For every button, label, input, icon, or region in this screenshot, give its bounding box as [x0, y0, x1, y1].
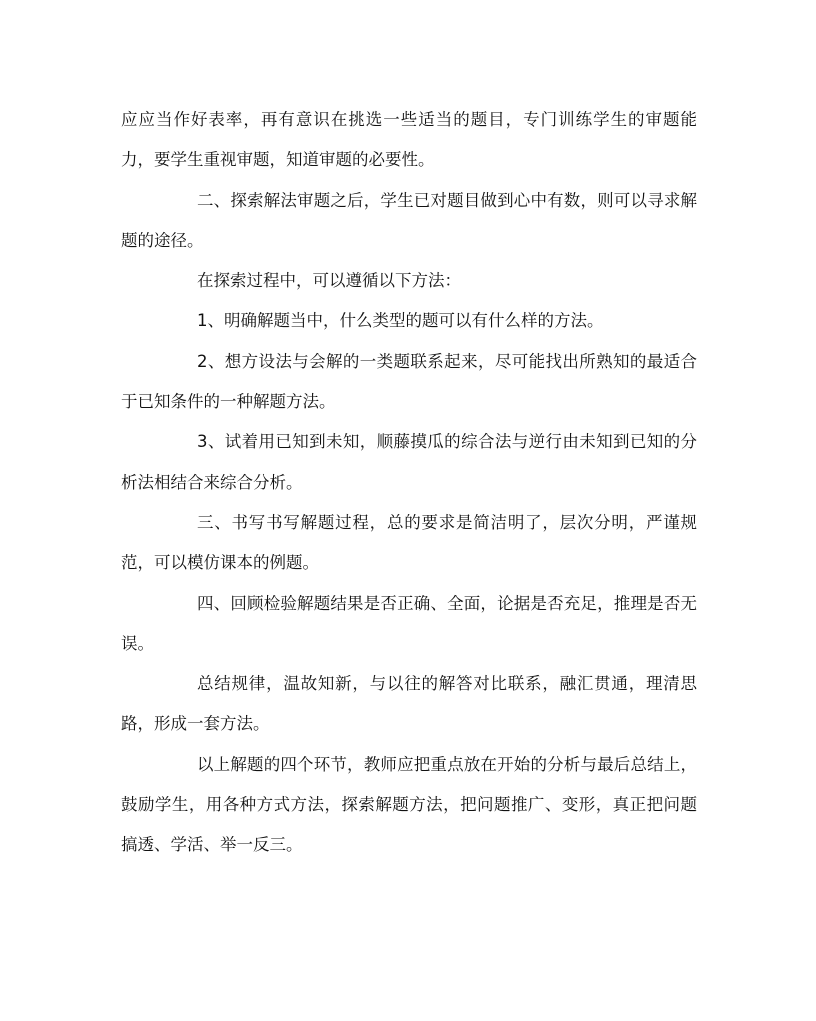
paragraph-4: 1、明确解题当中，什么类型的题可以有什么样的方法。 — [197, 311, 604, 331]
document-body — [121, 100, 697, 866]
paragraph-9: 总结规律，温故知新，与以往的解答对比联系，融汇贯通，理清思路，形成一套方法。 — [121, 674, 697, 734]
paragraph-2: 二、探索解法审题之后，学生已对题目做到心中有数，则可以寻求解题的途径。 — [121, 190, 697, 250]
paragraph-6: 3、试着用已知到未知，顺藤摸瓜的综合法与逆行由未知到已知的分析法相结合来综合分析。 — [121, 432, 697, 492]
paragraph-10: 以上解题的四个环节，教师应把重点放在开始的分析与最后总结上，鼓励学生，用各种方式方法，探索解题方法，把问题推广、变形，真正把问题搞透、学活、举一反三。 — [121, 754, 697, 855]
paragraph-8: 四、回顾检验解题结果是否正确、全面，论据是否充足，推理是否无误。 — [121, 593, 697, 653]
paragraph-1: 应应当作好表率，再有意识在挑选一些适当的题目，专门训练学生的审题能力，要学生重视审题，知道审题的必要性。 — [121, 110, 697, 170]
paragraph-3: 在探索过程中，可以遵循以下方法： — [197, 271, 461, 291]
paragraph-7: 三、书写书写解题过程，总的要求是简洁明了，层次分明，严谨规范，可以模仿课本的例题。 — [121, 512, 697, 573]
paragraph-5: 2、想方设法与会解的一类题联系起来，尽可能找出所熟知的最适合于已知条件的一种解题方法。 — [121, 351, 697, 412]
